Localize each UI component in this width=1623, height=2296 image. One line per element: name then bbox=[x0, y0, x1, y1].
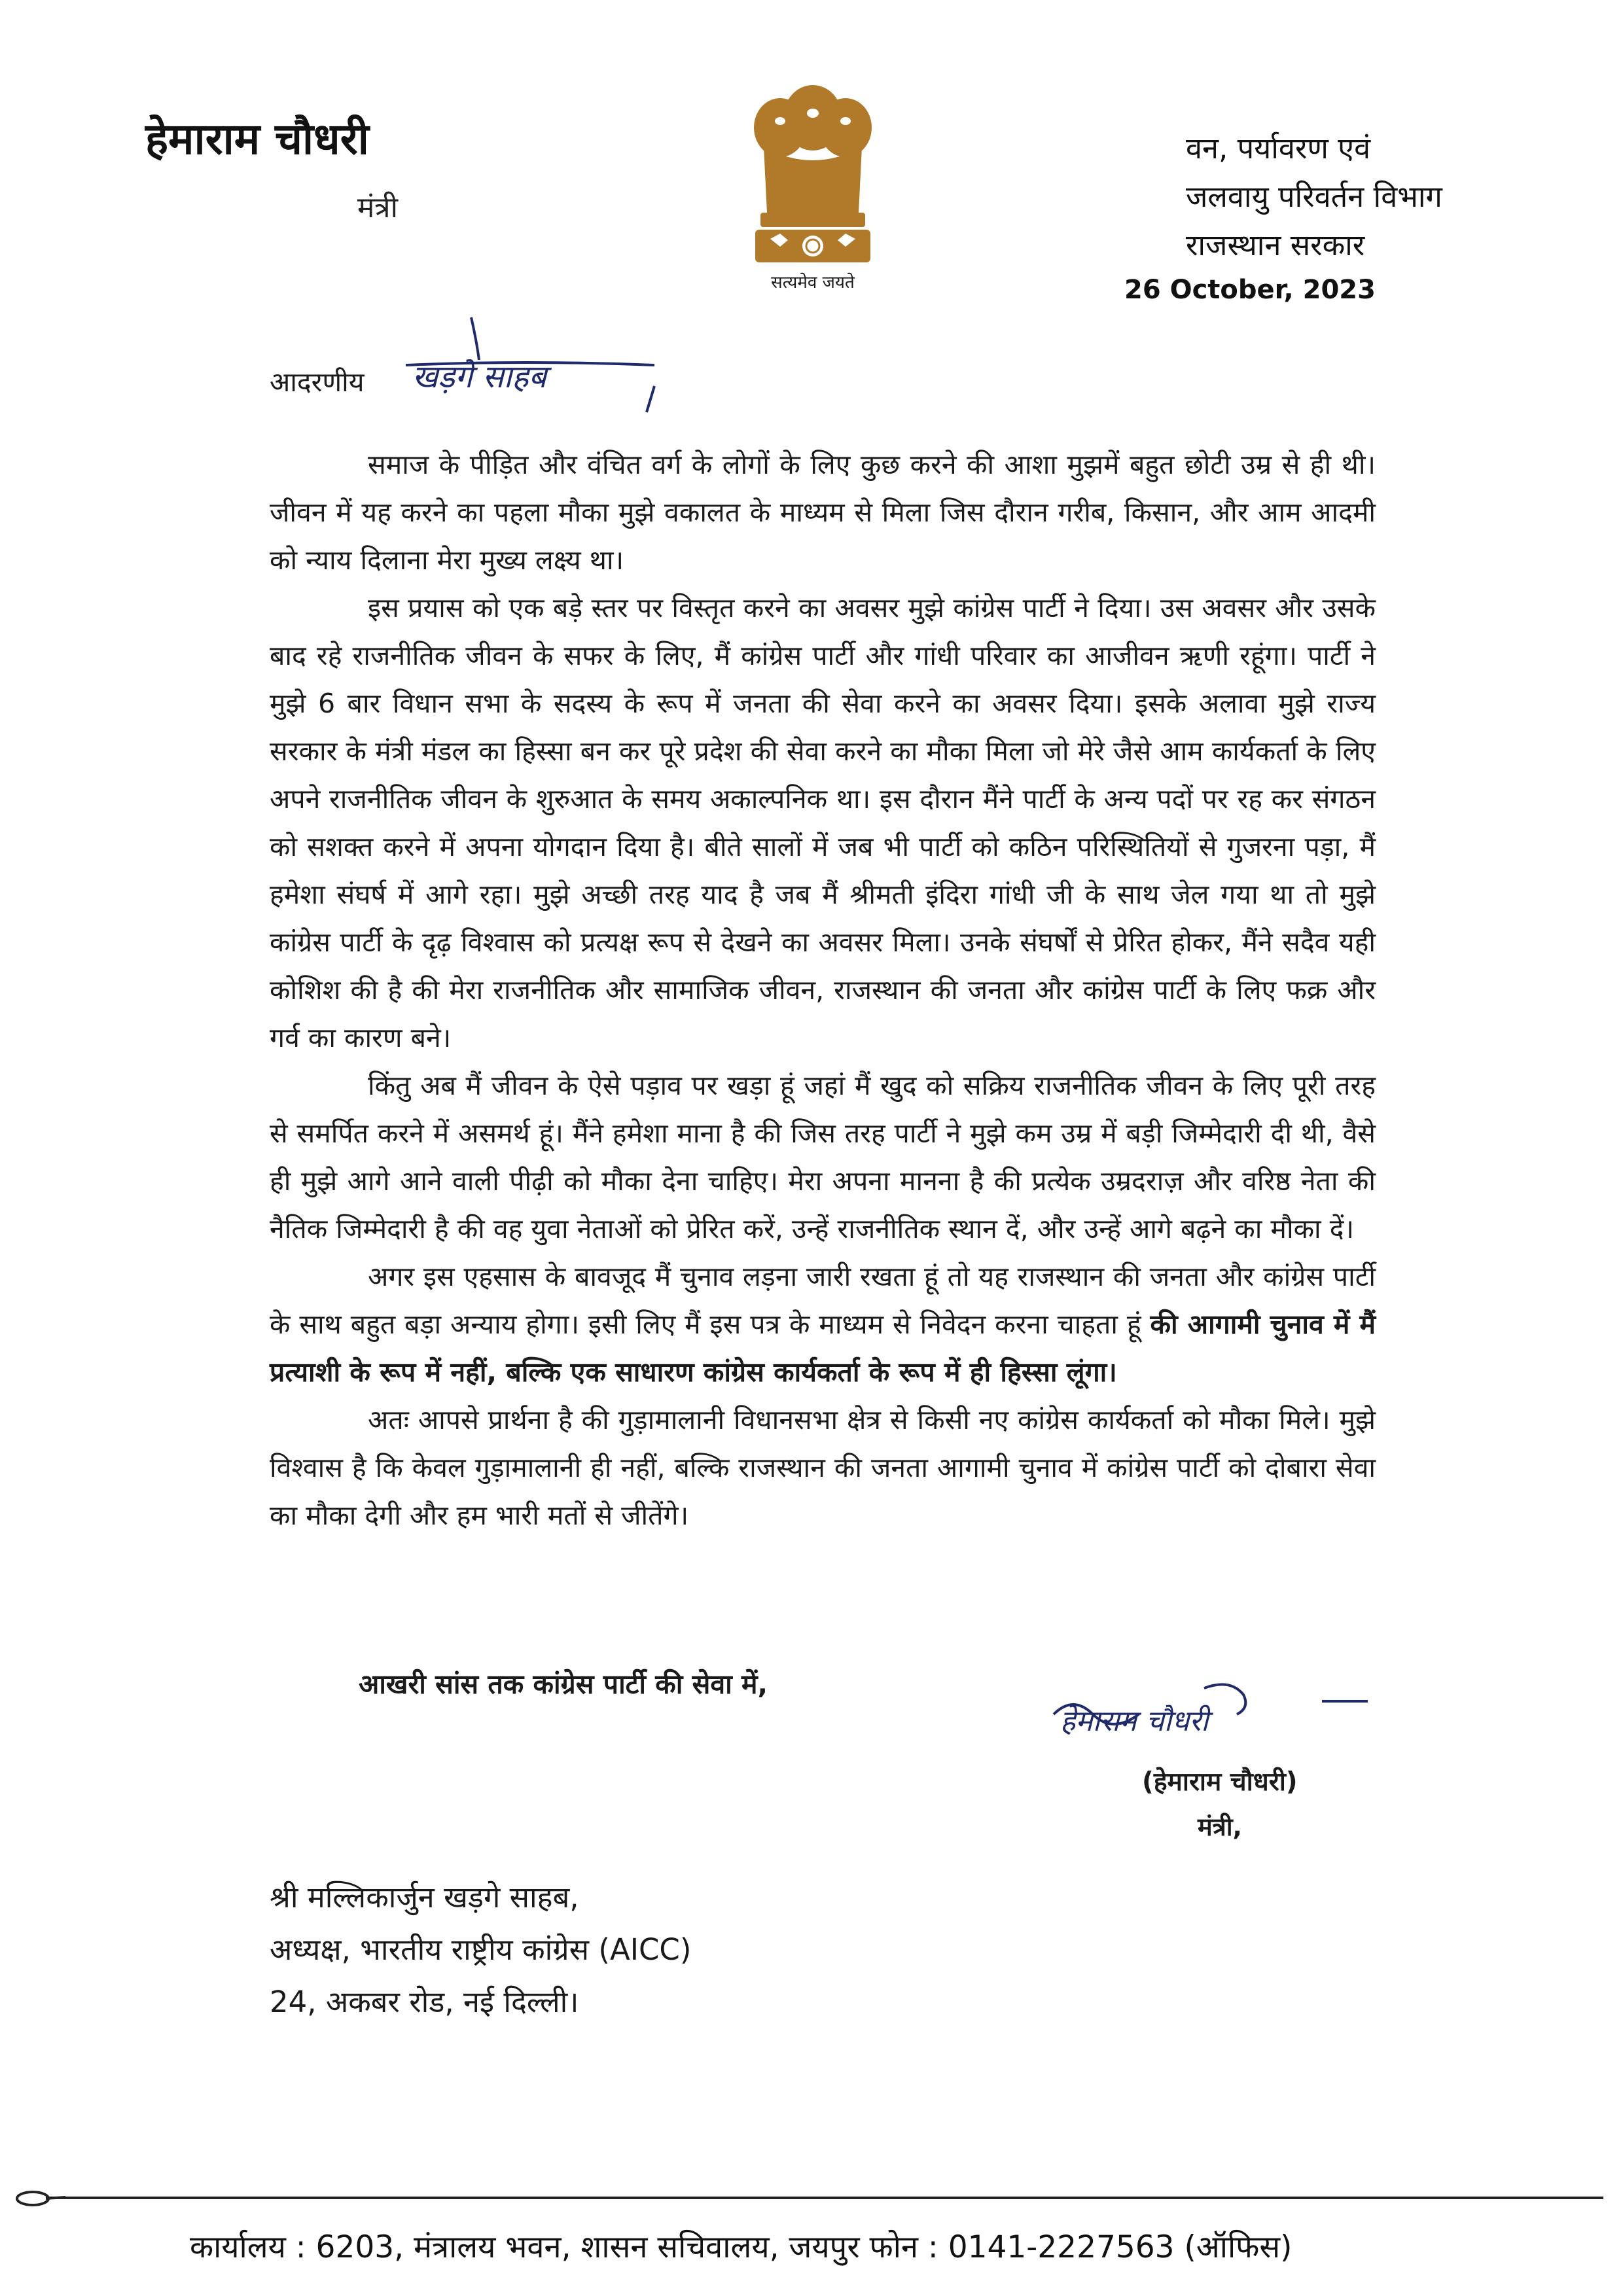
sender-name: हेमाराम चौधरी bbox=[145, 114, 369, 164]
recipient-line: 24, अकबर रोड, नई दिल्ली। bbox=[270, 1985, 579, 2019]
salutation-label: आदरणीय bbox=[270, 366, 365, 398]
recipient-address bbox=[270, 1871, 691, 2028]
department-block bbox=[1186, 124, 1442, 270]
body-paragraph: किंतु अब मैं जीवन के ऐसे पड़ाव पर खड़ा हूं जहां मैं खुद को सक्रिय राजनीतिक जीवन के लिए पूरी तरह से समर्पित करने में असमर्थ हूं। मैंने हमेशा माना है की जिस तरह पार्टी ने मुझे कम उम्र में बड़ी जिम्मेदारी दी थी, वैसे ही मुझे आगे आने वाली पीढ़ी को मौका देना चाहिए। मेरा अपना मानना है की प्रत्येक उम्रदराज़ और वरिष्ठ नेता की नैतिक जिम्मेदारी है की वह युवा नेताओं को प्रेरित करें, उन्हें राजनीतिक स्थान दें, और उन्हें आगे बढ़ने का मौका दें। bbox=[270, 1070, 1376, 1245]
sender-title: मंत्री bbox=[357, 191, 398, 224]
body-paragraph: समाज के पीड़ित और वंचित वर्ग के लोगों के लिए कुछ करने की आशा मुझमें बहुत छोटी उम्र से ही थी। जीवन में यह करने का पहला मौका मुझे वकालत के माध्यम से मिला जिस दौरान गरीब, किसान, और आम आदमी को न्याय दिलाना मेरा मुख्य लक्ष्य था। bbox=[270, 449, 1376, 576]
closing-line: आखरी सांस तक कांग्रेस पार्टी की सेवा में, bbox=[359, 1669, 768, 1700]
signature bbox=[1047, 1675, 1374, 1767]
body-paragraph: अतः आपसे प्रार्थना है की गुड़ामालानी विधानसभा क्षेत्र से किसी नए कांग्रेस कार्यकर्ता को मौका मिले। मुझे विश्वास है कि केवल गुड़ामालानी ही नहीं, बल्कि राजस्थान की जनता आगामी चुनाव में कांग्रेस पार्टी को दोबारा सेवा का मौका देगी और हम भारी मतों से जीतेंगे। bbox=[270, 1404, 1376, 1531]
department-line: राजस्थान सरकार bbox=[1186, 228, 1365, 262]
recipient-line: अध्यक्ष, भारतीय राष्ट्रीय कांग्रेस (AICC) bbox=[270, 1932, 692, 1967]
handwritten-name: खड़गे साहब bbox=[412, 359, 547, 395]
department-line: जलवायु परिवर्तन विभाग bbox=[1186, 179, 1442, 214]
signatory-title: मंत्री, bbox=[1198, 1812, 1242, 1841]
national-emblem-icon bbox=[734, 82, 891, 298]
body-text: अगर इस एहसास के बावजूद मैं चुनाव लड़ना जारी रखता हूं तो यह राजस्थान की जनता और कांग्रेस पार्टी के साथ बहुत बड़ा अन्याय होगा। इसी लिए मैं इस पत्र के माध्यम से निवेदन करना चाहता हूं bbox=[270, 1261, 1376, 1340]
handwritten-addressee bbox=[393, 314, 668, 419]
body-paragraph bbox=[270, 1253, 1376, 1396]
emblem-motto: सत्यमेव जयते bbox=[771, 273, 855, 292]
footer-office-address: कार्यालय : 6203, मंत्रालय भवन, शासन सचिवालय, जयपुर फोन : 0141-2227563 (ऑफिस) bbox=[190, 2229, 1293, 2265]
recipient-line: श्री मल्लिकार्जुन खड़गे साहब, bbox=[270, 1880, 579, 1915]
letter-body bbox=[270, 441, 1376, 1540]
body-paragraph: इस प्रयास को एक बड़े स्तर पर विस्तृत करने का अवसर मुझे कांग्रेस पार्टी ने दिया। उस अवसर और उसके बाद रहे राजनीतिक जीवन के सफर के लिए, मैं कांग्रेस पार्टी और गांधी परिवार का आजीवन ऋणी रहूंगा। पार्टी ने मुझे 6 बार विधान सभा के सदस्य के रूप में जनता की सेवा करने का अवसर दिया। इसके अलावा मुझे राज्य सरकार के मंत्री मंडल का हिस्सा बन कर पूरे प्रदेश की सेवा करने का मौका मिला जो मेरे जैसे आम कार्यकर्ता के लिए अपने राजनीतिक जीवन के शुरुआत के समय अकाल्पनिक था। इस दौरान मैंने पार्टी के अन्य पदों पर रह कर संगठन को सशक्त करने में अपना योगदान दिया है। बीते सालों में जब भी पार्टी को कठिन परिस्थितियों से गुजरना पड़ा, मैं हमेशा संघर्ष में आगे रहा। मुझे अच्छी तरह याद है जब मैं श्रीमती इंदिरा गांधी जी के साथ जेल गया था तो मुझे कांग्रेस पार्टी के दृढ़ विश्वास को प्रत्यक्ष रूप से देखने का अवसर मिला। उनके संघर्षों से प्रेरित होकर, मैंने सदैव यही कोशिश की है की मेरा राजनीतिक और सामाजिक जीवन, राजस्थान की जनता और कांग्रेस पार्टी के लिए फक्र और गर्व का कारण बने। bbox=[270, 592, 1376, 1053]
body-bold-statement: की आगामी चुनाव में मैं प्रत्याशी के रूप में नहीं, बल्कि एक साधारण कांग्रेस कार्यकर्ता के रूप में ही हिस्सा लूंगा। bbox=[270, 1309, 1376, 1388]
footer-divider bbox=[46, 2197, 1603, 2199]
signature-text: हेमाराम चौधरी bbox=[1060, 1704, 1209, 1738]
letter-date: 26 October, 2023 bbox=[1124, 275, 1376, 305]
department-line: वन, पर्यावरण एवं bbox=[1186, 131, 1371, 166]
signatory-name: (हेमाराम चौधरी) bbox=[1142, 1767, 1298, 1797]
